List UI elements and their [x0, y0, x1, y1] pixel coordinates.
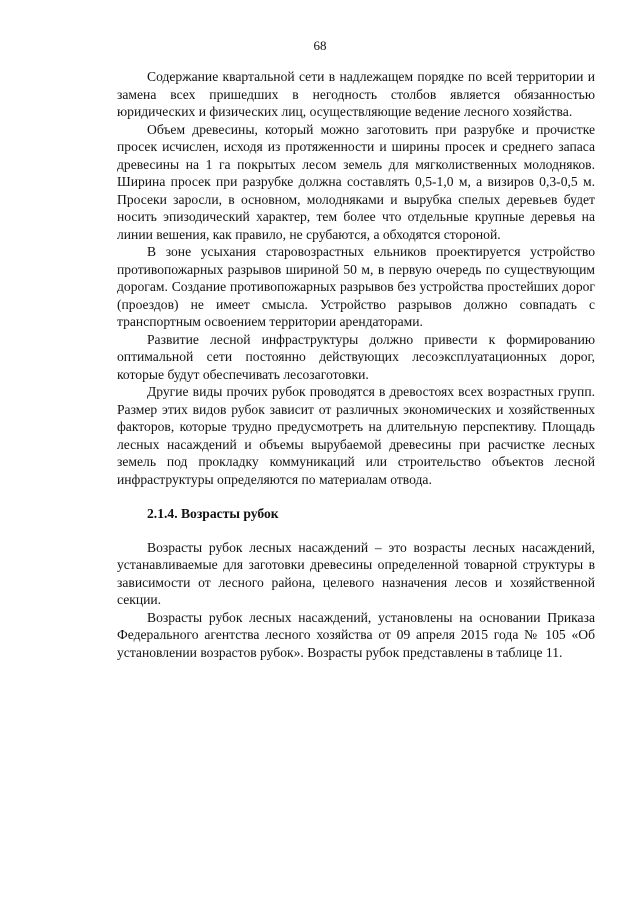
paragraph-wood-volume: Объем древесины, который можно заготовить при разрубке и прочистке просек исчислен, исходя из протяженности и ширины просек и среднего запаса древесины на 1 га покрытых лесом земель для мягколиственных молодняков. Ширина просек при разрубке должна составлять 0,5-1,0 м, а визиров 0,3-0,5 м. Просеки заросли, в основном, молодняками и вырубка спелых деревьев будет носить эпизодический характер, тем более что отдельные крупные деревья на линии вешения, как правило, не срубаются, а обходятся стороной.	[117, 121, 595, 242]
paragraph-forest-infrastructure: Развитие лесной инфраструктуры должно привести к формированию оптимальной сети постоянно действующих лесоэксплуатационных дорог, которые будут обеспечивать лесозаготовки.	[117, 331, 595, 382]
paragraph-fire-breaks: В зоне усыхания старовозрастных ельников проектируется устройство противопожарных разрывов шириной 50 м, в первую очередь по существующим дорогам. Создание противопожарных разрывов без устройства простейших дорог (проездов) не имеет смысла. Устройство разрывов должно совпадать с транспортным освоением территории арендаторами.	[117, 244, 595, 329]
spacer	[117, 488, 595, 505]
section-heading: 2.1.4. Возрасты рубок	[147, 506, 279, 521]
paragraph-cutting-ages-order: Возрасты рубок лесных насаждений, установлены на основании Приказа Федерального агентства лесного хозяйства от 09 апреля 2015 года № 105 «Об установлении возрастов рубок». Возрасты рубок представлены в таблице 11.	[117, 609, 595, 660]
paragraph-quarter-network: Содержание квартальной сети в надлежащем порядке по всей территории и замена всех пришедших в негодность столбов является обязанностью юридических и физических лиц, осуществляющие ведение лесного хозяйства.	[117, 69, 595, 119]
paragraph-other-cuttings: Другие виды прочих рубок проводятся в древостоях всех возрастных групп. Размер этих видов рубок зависит от различных экономических и хозяйственных факторов, которые трудно предусмотреть на длительную перспективу. Площадь лесных насаждений и объемы вырубаемой древесины при расчистке лесных земель под прокладку коммуникаций или строительство объектов лесной инфраструктуры определяются по материалам отвода.	[117, 384, 595, 487]
page-number: 68	[313, 38, 327, 53]
paragraph-cutting-ages-definition: Возрасты рубок лесных насаждений – это возрасты лесных насаждений, устанавливаемые для заготовки древесины определенной товарной структуры в зависимости от лесного района, целевого назначения лесов и хозяйственной секции.	[117, 539, 595, 607]
spacer	[117, 523, 595, 539]
page-content	[117, 68, 595, 661]
